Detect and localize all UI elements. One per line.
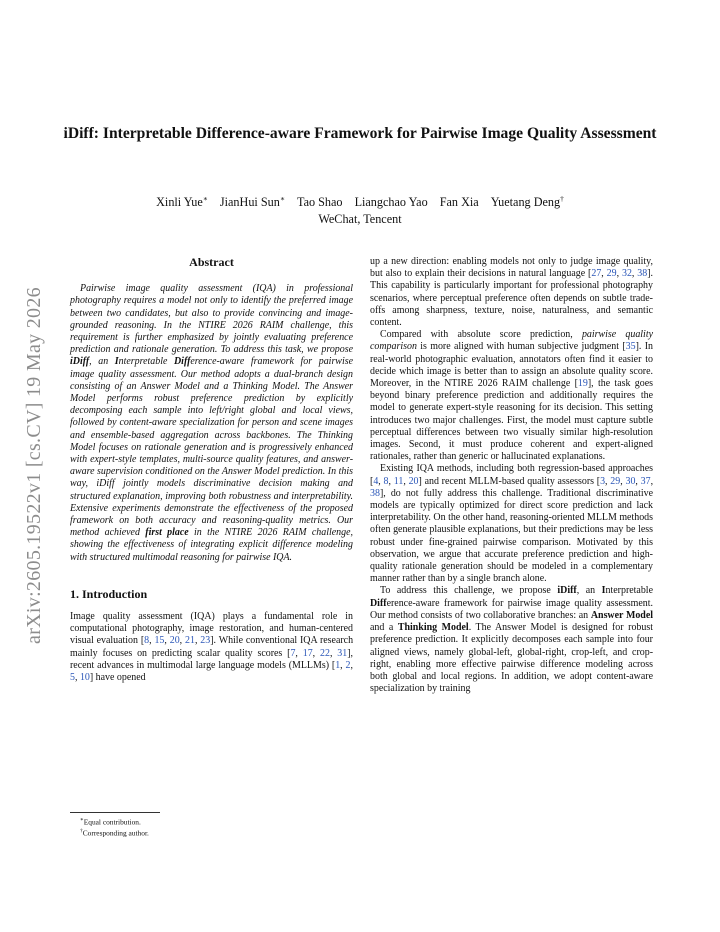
citation-link[interactable]: 4 — [373, 475, 379, 487]
citation-link[interactable]: 15 — [154, 635, 165, 647]
text-run: , an — [576, 585, 602, 597]
text-run: , — [631, 268, 638, 280]
right-column — [370, 256, 653, 695]
footnote-text: Corresponding author. — [82, 828, 149, 838]
footnote-mark: ∗ — [80, 817, 84, 823]
text-run: , — [164, 635, 170, 647]
text-run: up a new direction: enabling models not only to judge image quality, but also to explain their decisions in natural language [ — [370, 256, 653, 280]
text-run: . The Answer Model is designed for robust preference prediction. It explicitly decomposes each sample into four aligned views, namely global-left, global-right, crop-left, and crop-right, enabling more effective pairwise difference modeling across both global and local regions. In addition, we adopt content-aware specialization by training — [370, 622, 653, 695]
text-run: , — [620, 475, 626, 487]
affiliation: WeChat, Tencent — [318, 212, 402, 227]
text-run: ], recent advances in multimodal large language models (MLLMs) [ — [70, 647, 353, 671]
text-run: ]. While conventional IQA research mainly focuses on predicting scalar quality scores [ — [70, 635, 354, 659]
author-5 — [440, 195, 479, 209]
citation-link[interactable]: 3 — [600, 475, 606, 487]
citation-link[interactable]: 10 — [79, 672, 90, 684]
citation-link[interactable]: 7 — [290, 647, 296, 659]
text-run: Diff — [174, 356, 191, 368]
paper-title: iDiff: Interpretable Difference-aware Framework for Pairwise Image Quality Assessment — [63, 125, 657, 142]
text-run: , — [403, 475, 409, 487]
citation-link[interactable]: 21 — [185, 635, 195, 647]
text-run: , — [295, 647, 303, 659]
author-name: Liangchao Yao — [354, 195, 428, 210]
text-run: Existing IQA methods, including both regression-based approaches [ — [370, 463, 653, 487]
text-run: , — [605, 475, 611, 487]
author-mark: ∗ — [279, 194, 285, 203]
text-run: I — [114, 356, 119, 368]
text-run: ] and recent MLLM-based quality assessors [ — [418, 475, 601, 487]
text-run: ], do not fully address this challenge. Traditional discriminative models are typically optimized for direct score prediction and lack interpretability. On the other hand, reasoning-oriented MLLM methods often generate plausible explanations, but their predictions may be less robust under fine-grained pairwise comparison. Motivated by this observation, we argue that accurate preference prediction and high-quality rationale generation should be modeled in a complementary manner rather than by a single branch alone. — [370, 487, 653, 585]
left-column — [70, 256, 353, 684]
citation-link[interactable]: 17 — [302, 647, 313, 659]
citation-link[interactable]: 27 — [591, 268, 602, 280]
author-4 — [355, 195, 428, 209]
intro-paragraph-1-cont — [370, 256, 653, 329]
intro-paragraph-1 — [70, 611, 353, 684]
author-list — [60, 190, 660, 211]
citation-link[interactable]: 31 — [337, 647, 348, 659]
author-2 — [220, 195, 285, 209]
footnote-rule — [70, 812, 160, 813]
text-run: Compared with absolute score prediction, — [380, 329, 582, 341]
text-run: , — [340, 659, 346, 671]
citation-link[interactable]: 29 — [606, 268, 617, 280]
footnote-mark: † — [80, 827, 83, 834]
text-run: iDiff — [557, 585, 577, 597]
intro-paragraph-2 — [370, 329, 653, 463]
citation-link[interactable]: 20 — [169, 635, 180, 647]
text-run: , — [74, 672, 80, 684]
author-name: Tao Shao — [296, 195, 343, 210]
citation-link[interactable]: 20 — [408, 475, 419, 487]
footnote-corresponding-author — [70, 827, 353, 838]
text-run: , — [329, 647, 338, 659]
text-run: , — [650, 475, 654, 487]
text-run: ]. This capability is particularly important for professional photography scenarios, where perceptual preference often depends on subtle trade-offs among sharpness, texture, noise, naturalness, and semantic content. — [370, 268, 654, 329]
citation-link[interactable]: 37 — [640, 475, 651, 487]
footnote-equal-contribution — [70, 816, 353, 827]
text-run: , — [194, 635, 201, 647]
arxiv-identifier-stamp — [22, 255, 46, 675]
author-6 — [491, 195, 564, 209]
text-run: iDiff — [70, 356, 90, 368]
citation-link[interactable]: 5 — [70, 672, 75, 684]
text-run: , — [616, 268, 622, 280]
author-name: Fan Xia — [439, 195, 479, 210]
footnotes — [70, 812, 353, 837]
citation-link[interactable]: 19 — [577, 378, 588, 390]
text-run: in the NTIRE 2026 RAIM challenge, showing the effectiveness of integrating explicit difference modeling with structured multimodal reasoning for pairwise IQA. — [70, 527, 353, 563]
footnote-text: Equal contribution. — [83, 817, 141, 827]
abstract-heading: Abstract — [189, 255, 234, 269]
text-run: first place — [145, 527, 189, 539]
citation-link[interactable]: 2 — [345, 659, 351, 671]
author-3 — [297, 195, 343, 209]
text-run: , — [378, 475, 384, 487]
text-run: , — [601, 268, 607, 280]
arxiv-stamp-text: arXiv:2605.19522v1 [cs.CV] 19 May 2026 — [22, 286, 45, 644]
text-run: Thinking Model — [397, 622, 469, 634]
text-run: Diff — [370, 597, 387, 609]
citation-link[interactable]: 38 — [637, 268, 648, 280]
citation-link[interactable]: 30 — [625, 475, 636, 487]
text-run: , — [312, 647, 320, 659]
citation-link[interactable]: 8 — [144, 635, 150, 647]
citation-link[interactable]: 1 — [335, 659, 341, 671]
text-run: , — [179, 635, 186, 647]
citation-link[interactable]: 22 — [320, 647, 330, 659]
text-run: I — [601, 585, 606, 597]
text-run: ] have opened — [89, 672, 146, 684]
text-run: ]. In real-world photographic evaluation, annotators often find it easier to decide which image is better than to assign an absolute quality score. Moreover, in the NTIRE 2026 RAIM challenge [ — [370, 341, 653, 390]
text-run: nterpretable — [118, 356, 174, 368]
author-mark: † — [560, 194, 564, 203]
citation-link[interactable]: 38 — [370, 487, 380, 499]
author-1 — [156, 195, 208, 209]
text-run: , — [388, 475, 394, 487]
text-run: To address this challenge, we propose — [380, 585, 558, 597]
citation-link[interactable]: 23 — [200, 635, 211, 647]
text-run: , — [350, 659, 353, 671]
text-run: , — [149, 635, 155, 647]
citation-link[interactable]: 8 — [383, 475, 389, 487]
text-run: Answer Model — [590, 609, 653, 621]
text-run: , an — [89, 356, 115, 368]
text-run: Pairwise image quality assessment (IQA) in professional photography requires a model not only to identify the preferred image between two candidates, but also to provide convincing and image-grounded reasoning. In the NTIRE 2026 RAIM challenge, this requirement is further emphasized by jointly evaluating preference prediction and rationale generation. To address this task, we propose — [70, 283, 353, 356]
text-run: pairwise quality comparison — [370, 329, 653, 353]
abstract-text — [70, 283, 353, 564]
author-name: Yuetang Deng — [490, 195, 561, 210]
citation-link[interactable]: 35 — [625, 341, 636, 353]
text-run: is more aligned with human subjective judgment [ — [416, 341, 626, 353]
author-mark: ∗ — [202, 194, 208, 203]
intro-paragraph-4 — [370, 585, 653, 695]
citation-link[interactable]: 11 — [393, 475, 404, 487]
text-run: erence-aware framework for pairwise image quality assessment. Our method consists of two collaborative branches: an — [370, 597, 653, 621]
introduction-heading: 1. Introduction — [70, 586, 148, 601]
text-run: and a — [370, 622, 398, 634]
text-run: Image quality assessment (IQA) plays a fundamental role in computational photography, image restoration, and human-centered visual evaluation [ — [70, 611, 353, 647]
text-run: erence-aware framework for pairwise image quality assessment. Our method adopts a dual-branch design consisting of an Answer Model and a Thinking Model. The Answer Model performs robust preference prediction by explicitly decomposing each sample into left/right global and local views, followed by content-aware specialization for person and scene images and ensemble-based aggregation across backbones. The Thinking Model focuses on rationale generation and is progressively enhanced with expert-style templates, multi-source quality features, and answer-aware supervision conditioned on the Answer Model prediction. In this way, iDiff jointly models discriminative decision making and structured explanation, improving both robustness and interpretability. Extensive experiments demonstrate the effectiveness of the proposed framework on both accuracy and reasoning-quality metrics. Our method achieved — [70, 356, 353, 539]
author-name: Xinli Yue — [156, 195, 203, 210]
author-name: JianHui Sun — [219, 195, 280, 210]
citation-link[interactable]: 29 — [610, 475, 621, 487]
text-run: nterpretable — [605, 585, 653, 597]
intro-paragraph-3 — [370, 463, 653, 585]
citation-link[interactable]: 32 — [621, 268, 632, 280]
text-run: ], the task goes beyond binary preference prediction and additionally requires the model to generate expert-style reasoning for its decision. This setting introduces two major challenges. First, the model must capture subtle perceptual differences between two visually similar high-resolution images. Second, it must produce coherent and expert-aligned rationales, rather than generic or hallucinated explanations. — [370, 378, 653, 463]
text-run: , — [635, 475, 641, 487]
author-block — [60, 190, 660, 228]
